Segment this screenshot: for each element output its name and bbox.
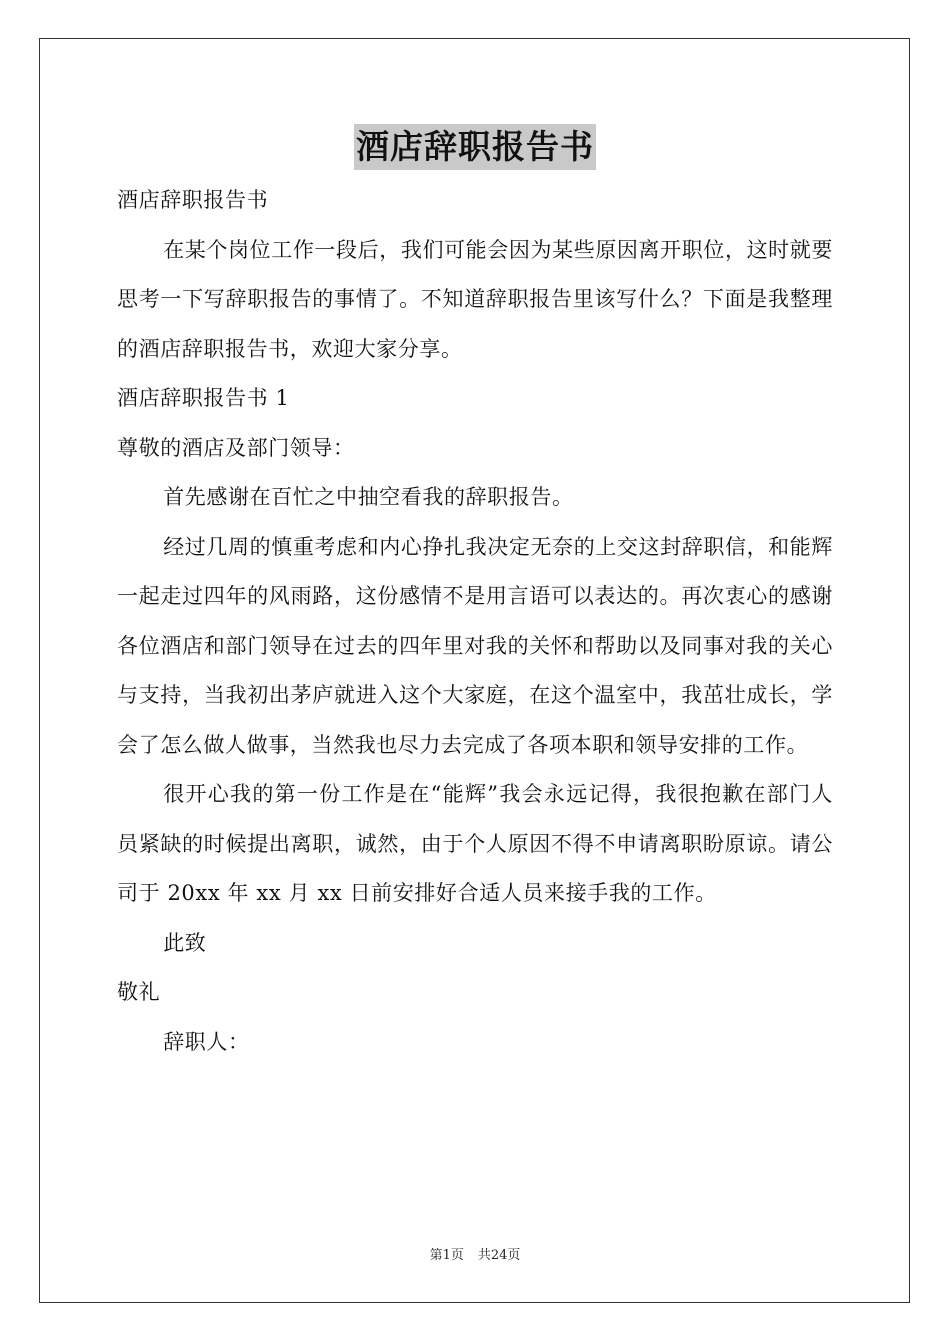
section-heading: 酒店辞职报告书 1 <box>117 386 290 410</box>
title-container <box>0 124 950 170</box>
closing-regards: 敬礼 <box>117 980 161 1004</box>
body-paragraph: 经过几周的慎重考虑和内心挣扎我决定无奈的上交这封辞职信，和能辉一起走过四年的风雨路，这份感情不是用言语可以表达的。再次衷心的感谢各位酒店和部门领导在过去的四年里对我的关怀和帮助以及同事对我的关心与支持，当我初出茅庐就进入这个大家庭，在这个温室中，我茁壮成长，学会了怎么做人做事，当然我也尽力去完成了各项本职和领导安排的工作。 <box>117 534 833 757</box>
body-paragraph: 很开心我的第一份工作是在“能辉”我会永远记得，我很抱歉在部门人员紧缺的时候提出离职，诚然，由于个人原因不得不申请离职盼原谅。请公司于 20xx 年 xx 月 xx 日前安排好合适人员来接手我的工作。 <box>117 782 833 905</box>
document-body <box>117 176 833 1067</box>
closing-phrase: 此致 <box>163 930 207 955</box>
intro-paragraph: 在某个岗位工作一段后，我们可能会因为某些原因离开职位，这时就要思考一下写辞职报告的事情了。不知道辞职报告里该写什么？下面是我整理的酒店辞职报告书，欢迎大家分享。 <box>117 237 833 361</box>
total-pages: 共24页 <box>477 1248 521 1263</box>
page-footer <box>0 1247 950 1265</box>
signature-line: 辞职人： <box>163 1029 250 1054</box>
document-title: 酒店辞职报告书 <box>354 124 596 170</box>
subtitle-line: 酒店辞职报告书 <box>117 188 269 212</box>
salutation: 尊敬的酒店及部门领导： <box>117 435 355 460</box>
body-paragraph: 首先感谢在百忙之中抽空看我的辞职报告。 <box>163 485 574 509</box>
page-number: 第1页 <box>429 1248 464 1263</box>
